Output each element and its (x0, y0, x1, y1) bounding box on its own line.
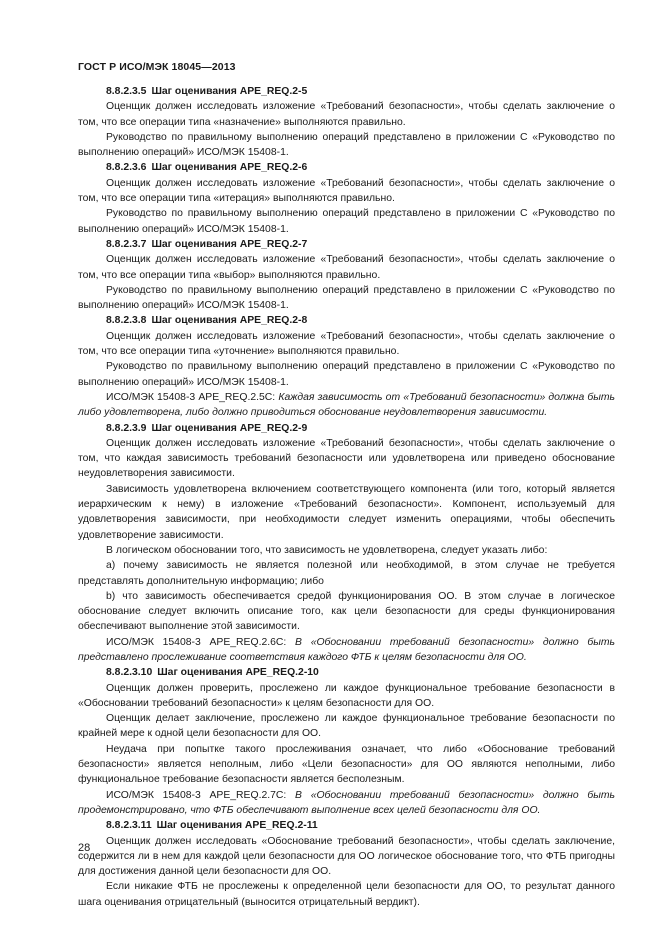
paragraph: а) почему зависимость не является полезной или необходимой, в этом случае не требуется представлять дополнительную информацию; либо (78, 560, 615, 587)
paragraph: Оценщик должен проверить, прослежено ли каждое функциональное требование безопасности в «Обосновании требований безопасности» к целям безопасности для ОО. (78, 682, 615, 709)
section-number: 8.8.2.3.8 (106, 315, 147, 327)
page-number: 28 (78, 842, 91, 854)
requirement-paragraph (78, 635, 615, 666)
section-title: Шаг оценивания APE_REQ.2-8 (151, 315, 308, 327)
section-heading (78, 421, 615, 436)
section-number: 8.8.2.3.10 (106, 667, 153, 679)
paragraph: Руководство по правильному выполнению операций представлено в приложении С «Руководство по выполнению операций» ИСО/МЭК 15408-1. (78, 131, 615, 159)
section-number: 8.8.2.3.5 (106, 86, 147, 97)
section-number: 8.8.2.3.11 (106, 820, 152, 832)
requirement-reference: ИСО/МЭК 15408-3 APE_REQ.2.5C: (106, 391, 279, 403)
section-title: Шаг оценивания APE_REQ.2-10 (157, 667, 319, 679)
paragraph: Оценщик должен исследовать изложение «Требований безопасности», чтобы сделать заключение о том, что все операции типа «уточнение» выполняются правильно. (78, 330, 615, 358)
requirement-reference: ИСО/МЭК 15408-3 APE_REQ.2.7C: (106, 789, 296, 801)
requirement-paragraph (78, 390, 615, 421)
section-title: Шаг оценивания APE_REQ.2-6 (151, 162, 308, 174)
paragraph: Оценщик делает заключение, прослежено ли каждое функциональное требование безопасности по крайней мере к одной цели безопасности для ОО. (78, 713, 615, 740)
paragraph: Руководство по правильному выполнению операций представлено в приложении С «Руководство по выполнению операций» ИСО/МЭК 15408-1. (78, 361, 615, 388)
paragraph: Руководство по правильному выполнению операций представлено в приложении С «Руководство по выполнению операций» ИСО/МЭК 15408-1. (78, 284, 615, 312)
paragraph: Оценщик должен исследовать «Обоснование требований безопасности», чтобы сделать заключение, содержится ли в нем для каждой цели безопасности для ОО логическое обоснование того, что ФТБ пригодны для достижения данной цели безопасности для ОО. (78, 835, 615, 878)
page-body (78, 84, 615, 910)
section-title: Шаг оценивания APE_REQ.2-9 (151, 422, 308, 434)
paragraph: Если никакие ФТБ не прослежены к определенной цели безопасности для ОО, то результат данного шага оценивания отрицательный (выносится отрицательный вердикт). (78, 881, 615, 908)
section-title: Шаг оценивания APE_REQ.2-11 (156, 820, 318, 832)
section-heading (78, 665, 615, 680)
section-heading (78, 84, 615, 99)
paragraph: Оценщик должен исследовать изложение «Требований безопасности», чтобы сделать заключение о том, что каждая зависимость требований безопасности или удовлетворена или приведено обоснование неудовлетворения зависимости. (78, 437, 615, 480)
section-heading (78, 313, 615, 328)
requirement-text: В «Обосновании требований безопасности» должно быть представлено прослеживание соответствия каждого ФТБ к целям безопасности для ОО. (78, 636, 616, 663)
running-header: ГОСТ Р ИСО/МЭК 18045—2013 (78, 61, 236, 73)
paragraph: Оценщик должен исследовать изложение «Требований безопасности», чтобы сделать заключение о том, что все операции типа «назначение» выполняются правильно. (78, 101, 615, 128)
paragraph: b) что зависимость обеспечивается средой функционирования ОО. В этом случае в логическое обоснование следует включить описание того, как цели безопасности для среды функционирования обеспечивают выполнение этой зависимости. (78, 590, 615, 633)
section-title: Шаг оценивания APE_REQ.2-7 (151, 238, 308, 250)
section-number: 8.8.2.3.9 (106, 422, 147, 434)
section-number: 8.8.2.3.7 (106, 238, 147, 250)
section-title: Шаг оценивания APE_REQ.2-5 (151, 86, 308, 97)
requirement-text: Каждая зависимость от «Требований безопасности» должна быть либо удовлетворена, либо должно приводиться обоснование неудовлетворения зависимости. (78, 391, 616, 419)
paragraph: Оценщик должен исследовать изложение «Требований безопасности», чтобы сделать заключение о том, что все операции типа «итерация» выполняются правильно. (78, 177, 615, 205)
paragraph: Неудача при попытке такого прослеживания означает, что либо «Обоснование требований безопасности» является неполным, либо «Цели безопасности» для ОО являются неполными, либо функциональное требование безопасности является бесполезным. (78, 743, 615, 786)
paragraph: Руководство по правильному выполнению операций представлено в приложении С «Руководство по выполнению операций» ИСО/МЭК 15408-1. (78, 208, 615, 235)
requirement-text: В «Обосновании требований безопасности» должно быть продемонстрировано, что ФТБ обеспечивают выполнение всех целей безопасности для ОО. (78, 789, 616, 816)
paragraph: Зависимость удовлетворена включением соответствующего компонента (или того, который является иерархическим к нему) в изложение «Требований безопасности». Компонент, используемый для удовлетворения зависимости, при необходимости следует изменить операциями, чтобы обеспечить удовлетворение зависимости. (78, 483, 615, 541)
section-heading (78, 160, 615, 175)
section-number: 8.8.2.3.6 (106, 162, 147, 174)
paragraph: Оценщик должен исследовать изложение «Требований безопасности», чтобы сделать заключение о том, что все операции типа «выбор» выполняются правильно. (78, 254, 615, 281)
section-heading (78, 237, 615, 252)
requirement-paragraph (78, 788, 615, 819)
paragraph: В логическом обосновании того, что зависимость не удовлетворена, следует указать либо: (106, 544, 548, 556)
requirement-reference: ИСО/МЭК 15408-3 APE_REQ.2.6C: (106, 636, 296, 648)
section-heading (78, 818, 615, 833)
